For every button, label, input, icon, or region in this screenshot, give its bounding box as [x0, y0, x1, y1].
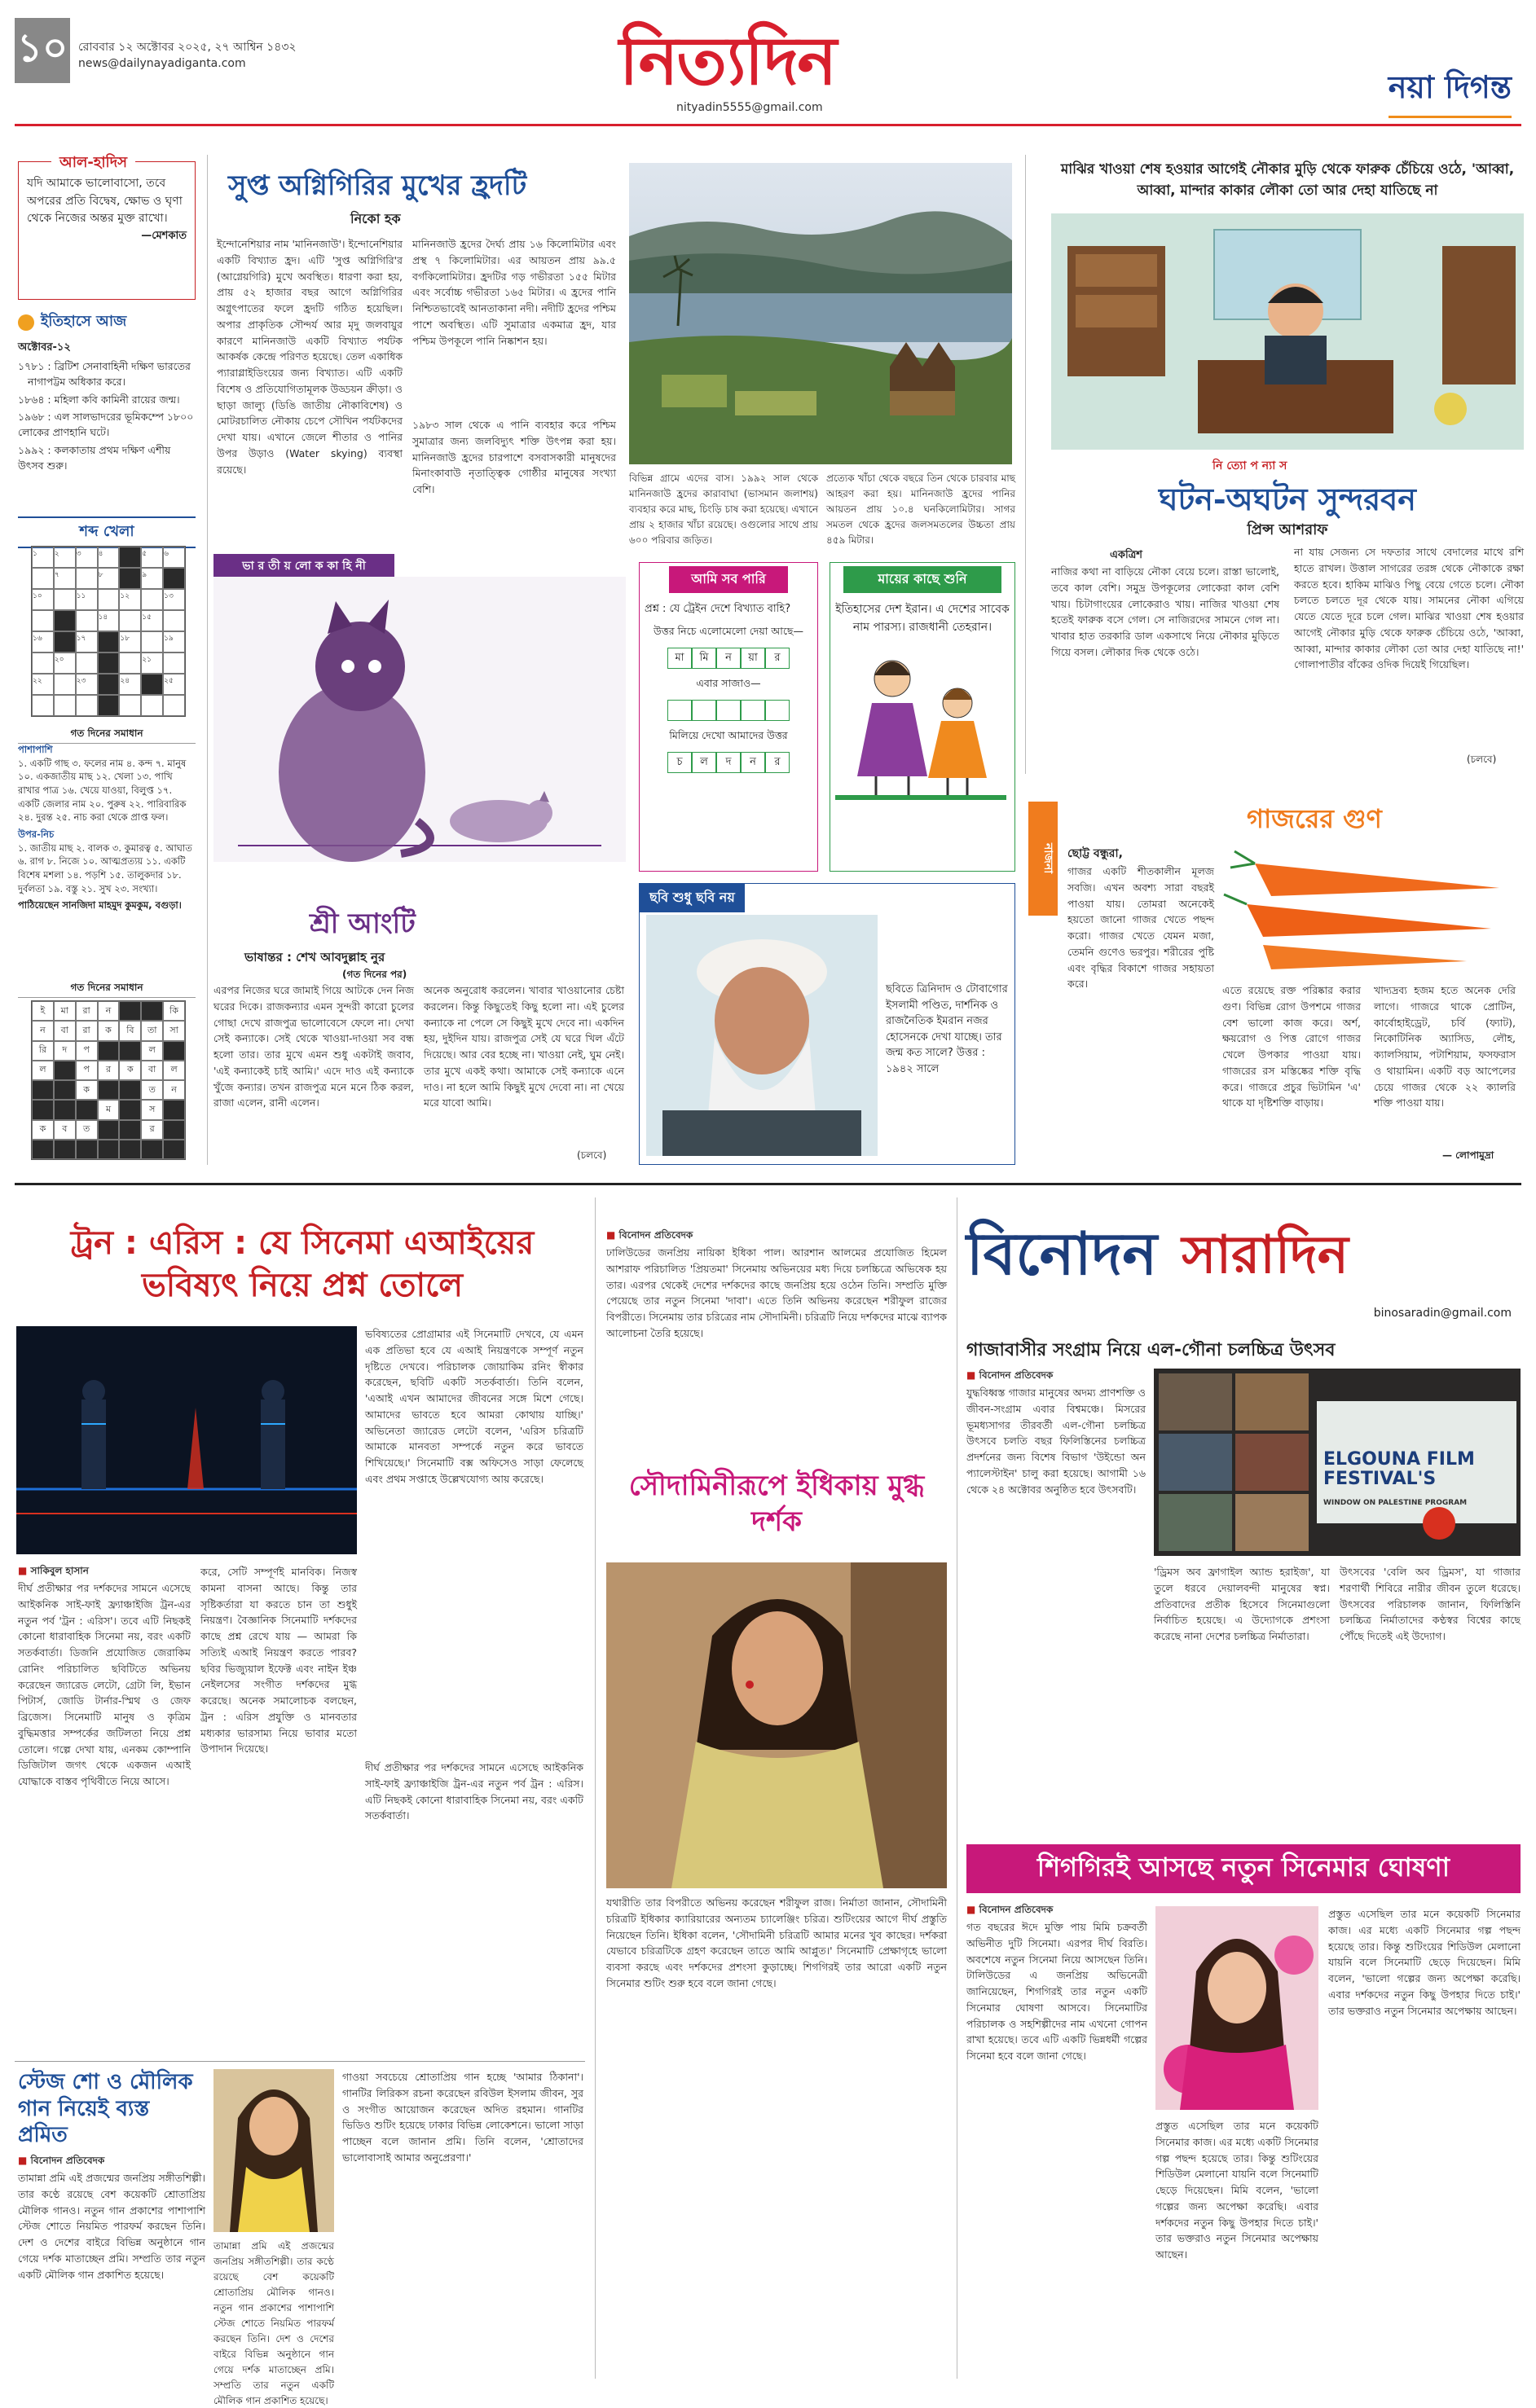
hadith-source: —মেশকাত: [141, 230, 187, 243]
crossword-cell[interactable]: [163, 695, 185, 716]
solution-cell: র: [141, 1120, 163, 1140]
mimi-photo: [1155, 1906, 1318, 2110]
volcano-lake-photo: [629, 163, 1012, 464]
column-divider: [595, 1197, 596, 2379]
elgouna-poster: [1154, 1369, 1521, 1556]
solution-cell: [163, 1100, 185, 1119]
solution-cell: [54, 1061, 76, 1080]
across-clues: ১. একটি গাছ ৩. ফলের নাম ৪. কন্দ ৭. মানুষ ১০. একজাতীয় মাছ ১২. খেলা ১৩. পাখি রাখার পাত্র ১৬. খেয়ে যাওয়া, বিলুপ্ত ১৭. একটি জেলার নাম ২০. পুরুষ ২২. পারিবারিক ২৪. দুরন্ত ২৫. নাচ করা থেকে প্রাপ্ত ফল।: [18, 757, 187, 824]
actress-mimi-portrait: [1155, 1906, 1318, 2110]
crossword-cell[interactable]: [76, 610, 98, 631]
crossword-cell[interactable]: [141, 674, 163, 695]
crossword-title: শব্দ খেলা: [18, 516, 196, 548]
solution-cell: ক: [32, 1120, 54, 1140]
crossword-cell[interactable]: ২৩: [76, 674, 98, 695]
announce-col1b: প্রস্তুত এসেছিল তার মনে কয়েকটি সিনেমার কাজ। এর মধ্যে একটি সিনেমার গল্প পছন্দ হয়েছে তার। কিন্তু শুটিংয়ের শিডিউল মেলানো যায়নি বলে সিনেমাটি ছেড়ে দিয়েছেন। মিমি বলেন, 'ভালো গল্পের জন্য অপেক্ষা করেছি। এবার দর্শকদের নতুন কিছু উপহার দিতে চাই।' তার ভক্তরাও নতুন সিনেমার অপেক্ষায় আছেন।: [1155, 2120, 1318, 2261]
solution-cell: র: [98, 1061, 120, 1080]
header-rule: [15, 124, 1521, 126]
solution-cell: [54, 1080, 76, 1100]
volcano-title: সুপ্ত অগ্নিগিরির মুখের হ্রদটি: [228, 169, 527, 202]
stage-byline: ■ বিনোদন প্রতিবেদক: [18, 2154, 104, 2170]
solution-cell: [76, 1100, 98, 1119]
binodon-masthead: [966, 1214, 1521, 1303]
volcano-col3: ১৯৮৩ সাল থেকে এ পানি ব্যবহার করে পশ্চিম সুমাত্রার জন্য জলবিদ্যুৎ শক্তি উৎপন্ন করা হয়। মানিনজাউ হ্রদের চারপাশে বসবাসকারী মানুষদের মিনাংকাবাউ নৃতাত্ত্বিক গোষ্ঠীর মানুষের সংখ্যা বেশি।: [412, 419, 616, 495]
girls-illustration: [835, 646, 1006, 801]
crossword-cell[interactable]: [32, 568, 54, 589]
solution-cell: [76, 1140, 98, 1159]
history-box: [18, 310, 196, 513]
carrots-image: [1222, 839, 1516, 978]
solution-cell: [98, 1140, 120, 1159]
section-title: নিত্যদিন: [619, 22, 836, 100]
novel-episode: একত্রিশ: [1110, 549, 1142, 561]
carrot-title: গাজরের গুণ: [1247, 803, 1382, 834]
folk-illustration: [213, 577, 626, 862]
solution-cell: প: [76, 1041, 98, 1061]
tron-title: ট্রন : এরিস : যে সিনেমা এআইয়ের ভবিষ্যৎ নিয়ে প্রশ্ন তোলে: [70, 1224, 535, 1304]
crossword-cell[interactable]: [119, 568, 141, 589]
crossword-cell[interactable]: [54, 610, 76, 631]
solution-cell: [141, 1140, 163, 1159]
crossword-cell[interactable]: [76, 568, 98, 589]
solution-cell: [98, 1120, 120, 1140]
solution-cell: [32, 1080, 54, 1100]
crossword-clues: [18, 743, 196, 912]
crossword-cell[interactable]: [163, 653, 185, 674]
quiz-letter: য়া: [741, 648, 765, 669]
solution-cell: মা: [54, 1001, 76, 1021]
quiz-letter: ন: [741, 752, 765, 773]
crossword-cell[interactable]: [54, 589, 76, 610]
prami-photo: [213, 2069, 334, 2232]
tron-col3b: দীর্ঘ প্রতীক্ষার পর দর্শকদের সামনে এসেছে আইকনিক সাই-ফাই ফ্র্যাঞ্চাইজি ট্রন-এর নতুন পর্ব ট্রন : এরিস। এটি নিছকই কোনো ধারাবাহিক সিনেমা নয়, বরং একটি সতর্কবার্তা।: [365, 1761, 583, 1822]
announce-col2: প্রস্তুত এসেছিল তার মনে কয়েকটি সিনেমার কাজ। এর মধ্যে একটি সিনেমার গল্প পছন্দ হয়েছে তার। কিন্তু শুটিংয়ের শিডিউল মেলানো যায়নি বলে সিনেমাটি ছেড়ে দিয়েছেন। মিমি বলেন, 'ভালো গল্পের জন্য অপেক্ষা করেছি। এবার দর্শকদের নতুন কিছু উপহার দিতে চাই।' তার ভক্তরাও নতুন সিনেমার অপেক্ষায় আছেন।: [1328, 1908, 1521, 2017]
tron-col2: করে, সেটি সম্পূর্ণই মানবিক। নিজস্ব কামনা বাসনা আছে। কিন্তু তার সৃষ্টিকর্তারা যা করতে চান তা শুধুই নিয়ন্ত্রণ। বৈজ্ঞানিক সিনেমাটি দর্শকদের কাছে প্রশ্ন রেখে যায় — আমরা কি সত্যিই এআই নিয়ন্ত্রণ করতে পারব? ছবির ভিজ্যুয়াল ইফেক্ট এবং নাইন ইঞ্চ নেইলসের সংগীত দর্শকদের মুগ্ধ করেছে। অনেক সমালোচক বলছেন, ট্রন : এরিস প্রযুক্তি ও মানবতার মধ্যকার ভারসাম্য নিয়ে ভাবার মতো উপাদান দিয়েছে।: [200, 1566, 357, 1755]
novel-col1: নাজির কথা না বাড়িয়ে নৌকা বেয়ে চলে। রাস্তা ভালোই, তবে কাল বেশি। সমুদ্র উপকূলের লোকেরা কাল বেশি খায়। চিটাগাংয়ের লোকেরাও খায়। নাজির খাওয়া শেষ হতেই ফারুক বসে গেল। সে নাজিরদের সামনে গেল না। খাবার হাত তরকারি ডাল একসাথে নিয়ে নৌকার মুড়িতে গিয়ে বসল। লৌকার দিক থেকে ওঠে।: [1051, 565, 1279, 658]
crossword-cell[interactable]: ২০: [54, 653, 76, 674]
singer-portrait: [213, 2069, 334, 2232]
quiz-letter-row: [645, 648, 812, 669]
history-title: ইতিহাসে আজ: [41, 313, 127, 330]
crossword-cell[interactable]: ১৫: [141, 610, 163, 631]
quiz-letter: র: [765, 648, 790, 669]
crossword-cell[interactable]: ১২: [119, 589, 141, 610]
crossword-credit: পাঠিয়েছেন সানজিদা মাহমুদ কুমকুম, বগুড়া।: [18, 899, 182, 912]
binodon-title-1: বিনোদন: [966, 1219, 1158, 1288]
folk-prev: (গত দিনের পর): [342, 969, 407, 980]
binodon-email[interactable]: binosaradin@gmail.com: [1373, 1307, 1512, 1320]
picture-text: ছবিতে ত্রিনিদাদ ও টোবাগোর ইসলামী পণ্ডিত, দার্শনিক ও রাজনৈতিক ইমরান নজর হোসেনকে দেখা যাচ্ছে। তার জন্ম কত সালে? উত্তর : ১৯৪২ সালে: [886, 983, 1008, 1075]
solution-cell: [119, 1080, 141, 1100]
crossword-cell[interactable]: [76, 653, 98, 674]
quiz-letter: র: [765, 752, 790, 773]
solution-cell: ই: [32, 1001, 54, 1021]
quiz-letter: ন: [716, 648, 741, 669]
carrot-author: — লোপামুদ্রা: [1442, 1149, 1494, 1161]
solution-cell: ব: [54, 1120, 76, 1140]
crossword-cell[interactable]: ১০: [32, 589, 54, 610]
tron-col3: ভবিষ্যতের প্রোগ্রামার এই সিনেমাটি দেখবে, যে এমন এক প্রতিভা হবে যে এআই নিয়ন্ত্রণকে সম্পূর্ণ নতুন দৃষ্টিতে দেখবে। পরিচালক জোয়াকিম রনিং স্বীকার করেছেন, ছবিটি একটি সতর্কবার্তা। তিনি বলেন, 'এআই এখন আমাদের জীবনের সঙ্গে মিশে গেছে। আমাদের ভাবতে হবে আমরা কোথায় যাচ্ছি।' অভিনেতা জ্যারেড লেটো বলেন, 'এরিস চরিত্রটি আমাকে মানবতা সম্পর্কে নতুন করে ভাবতে শিখিয়েছে।' সিনেমাটি বক্স অফিসেও সাড়া ফেলেছে এবং প্রথম সপ্তাহে উল্লেখযোগ্য আয় করেছে।: [365, 1328, 583, 1485]
solution-cell: সা: [163, 1021, 185, 1040]
volcano-col2: মানিনজাউ হ্রদের দৈর্ঘ্য প্রায় ১৬ কিলোমিটার এবং প্রস্থ ৭ কিলোমিটার। এর আয়তন প্রায় ৯৯.৫ বর্গকিলোমিটার। হ্রদটির গড় গভীরতা ১৫৫ মিটার এবং সর্বোচ্চ গভীরতা ১৬৫ মিটার। এ হ্রদের পানি নিশ্চিতভাবেই আনতাকানা নদী। নদীটি হ্রদের পশ্চিম পাশে অবস্থিত। এটি সুমাত্রার একমাত্র হ্রদ, যার পশ্চিম উপকূলে পানি নিষ্কাশন হয়।: [412, 238, 616, 347]
solution-cell: দ: [54, 1041, 76, 1061]
solution-cell: ক: [119, 1061, 141, 1080]
solution-cell: রা: [76, 1001, 98, 1021]
solution-cell: [98, 1080, 120, 1100]
rule: [15, 2061, 585, 2062]
crossword-cell[interactable]: ৬: [163, 547, 185, 568]
lake-illustration: [629, 163, 1012, 464]
novel-quote: মাঝির খাওয়া শেষ হওয়ার আগেই নৌকার মুড়ি থেকে ফারুক চেঁচিয়ে ওঠে, 'আব্বা, আব্বা, মান্দার কাকার লৌকা তো আর দেহা যাতিছে না: [1060, 161, 1515, 199]
folk-title: শ্রী আংটি: [310, 907, 416, 940]
elgouna-title: গাজাবাসীর সংগ্রাম নিয়ে এল-গৌনা চলচ্চিত্র উৎসব: [966, 1340, 1336, 1360]
column-divider: [207, 155, 208, 1165]
crossword-cell[interactable]: [119, 610, 141, 631]
folk-more: (চলবে): [577, 1149, 607, 1161]
solution-cell: [119, 1041, 141, 1061]
solution-cell: ন: [163, 1080, 185, 1100]
folk-col2: অনেক অনুরোধ করলেন। খাবার খাওয়ানোর চেষ্টা করলেন। কিন্তু কিছুতেই কিছু হলো না। এই চুলের কন্যাকে না পেলে সে কিছুই মুখে দেবে না। একদিন হয়, দুইদিন যায়। রাজপুত্র সেই যে ঘরে খিল এঁটে দিয়েছে। আর বের হচ্ছে না। খাওয়া নেই, ঘুম নেই। তার মুখে একই কথা। আমাকে সেই কন্যাকে এনে দাও। না হলে আমি কিছুই মুখে দেবো না। না খেয়ে মরে যাবো আমি।: [424, 984, 624, 1110]
mother-text: ইতিহাসের দেশ ইরান। এ দেশের সাবেক নাম পারস্য। রাজধানী তেহরান।: [835, 603, 1010, 634]
history-item: ১৯৬৮ : এল সালভাদরের ভূমিকম্পে ১৮০০ লোকের প্রাণহানি ঘটে।: [18, 411, 194, 438]
solution-cell: বা: [141, 1061, 163, 1080]
elgouna-byline: ■ বিনোদন প্রতিবেদক: [966, 1369, 1053, 1385]
tron-ares-still: [16, 1326, 357, 1554]
elgouna-poster-label: ELGOUNA FILM FESTIVAL'S: [1323, 1449, 1475, 1490]
hadith-text: যদি আমাকে ভালোবাসো, তবে অপরের প্রতি বিদ্বেষ, ক্ষোভ ও ঘৃণা থেকে নিজের অন্তর মুক্ত রাখো।: [27, 177, 183, 226]
history-item: ১৯৯২ : কলকাতায় প্রথম দক্ষিণ এশীয় উৎসব শুরু।: [18, 443, 171, 472]
carrot-photo: [1222, 839, 1516, 978]
tron-photo: [16, 1326, 357, 1554]
quiz-letter: ল: [692, 752, 716, 773]
quiz-hint1: উত্তর নিচে এলোমেলো দেয়া আছে—: [654, 625, 803, 637]
crossword-cell[interactable]: ১৭: [76, 631, 98, 653]
solution-cell: স: [141, 1100, 163, 1119]
solution-cell: [141, 1001, 163, 1021]
solution-cell: [32, 1100, 54, 1119]
idhika-photo: [606, 1562, 947, 1888]
section-rule: [15, 1183, 1521, 1185]
crossword-cell[interactable]: ৯: [141, 568, 163, 589]
crossword-cell[interactable]: ১৬: [32, 631, 54, 653]
announce-col1: গত বছরের ঈদে মুক্তি পায় মিমি চক্রবর্তী অভিনীত দুটি সিনেমা। এরপর দীর্ঘ বিরতি। অবশেষে নতুন সিনেমা নিয়ে আসছেন তিনি। টালিউডের এ জনপ্রিয় অভিনেত্রী জানিয়েছেন, শিগগিরই তার নতুন একটি সিনেমার ঘোষণা আসবে। সিনেমাটির পরিচালক ও সহশিল্পীদের নাম এখনো গোপন রাখা হয়েছে। তবে এটি একটি ভিন্নধর্মী গল্পের সিনেমা হবে বলে জানা গেছে।: [966, 1921, 1147, 2062]
down-clues: ১. জাতীয় মাছ ২. বালক ৩. কুমারত্ব ৫. আঘাত ৬. রাগ ৮. নিজে ১০. আত্মপ্রত্যয় ১১. একটি বিশেষ মশলা ১৪. পড়শি ১৫. তালুকদার ১৮. দুর্বলতা ১৯. বস্তু ২১. সুখ ২৩. সংখ্যা।: [18, 841, 192, 894]
quiz-title: আমি সব পারি: [669, 566, 788, 593]
solution-cell: কি: [163, 1001, 185, 1021]
crossword-grid[interactable]: [31, 546, 186, 717]
history-icon: [18, 314, 34, 331]
section-email[interactable]: nityadin5555@gmail.com: [676, 101, 823, 114]
volcano-col1: ইন্দোনেশিয়ার নাম 'মানিনজাউ'। ইন্দোনেশিয়ার একটি বিখ্যাত হ্রদ। এটি 'সুপ্ত অগ্নিগিরি'র (আগ্নেয়গিরি) মুখে অবস্থিত। ধারণা করা হয়, প্রায় ৫২ হাজার বছর আগে অগ্নিগিরির অগ্নুৎপাতের ফলে হ্রদটি গঠিত হয়েছিল। অপার প্রাকৃতিক সৌন্দর্য আর মৃদু জলবায়ুর কারণে মানিনজাউ একটি বিখ্যাত পর্যটক আকর্ষক কেন্দ্রে পরিণত হয়েছে। তেল একাধিক প্যারাগ্লাইডিংয়ের জন্য বিখ্যাত। এটি একটি বিশেষ ও প্রতিযোগিতামূলক উড্ডয়ন ক্রীড়া। ও ছাড়া জাল্যু (ডিঙি জাতীয় নৌকাবিশেষ) ও মোটরচালিত নৌকায় চেপে সৌখিন পর্যটকদের দেখা যায়। এখানে জেলে শীতার ও পানির উপর উড়াও (Water skying) ব্যবস্থা রয়েছে।: [217, 238, 403, 476]
solution-cell: [98, 1041, 120, 1061]
solution-cell: বা: [54, 1021, 76, 1040]
folk-col1: এরপর নিজের ঘরে জামাই গিয়ে আটকে দেন নিজ ঘরের দিকে। রাজকন্যার এমন সুন্দরী কারো চুলের গোছা দেখে রাজপুত্র ভালোবেসে ফেলে না। দেখা সেই কন্যাকে। সেই থেকে খাওয়া-দাওয়া সব বন্ধ হলো তার। তার মুখে এমন শুধু একটাই জবাব, 'এই কন্যাকেই চাই আমি।' এদে দাও এই কন্যাকে খুঁজে কন্যার। তখন রাজপুত্র মনে মনে ঠিক করল, রাজা এলেন, রানী এলেন।: [213, 984, 414, 1110]
carrot-col2: এতে রয়েছে রক্ত পরিষ্কার করার গুণ। বিভিন্ন রোগ উপশমে গাজর বেশ ভালো কাজ করে। অর্শ, ক্ষয়রোগ ও পিত্ত রোগে গাজর খেলে উপকার পাওয়া যায়। গাজরের রস মস্তিষ্কের শক্তি বৃদ্ধি করে। গাজরে প্রচুর ভিটামিন 'এ' থাকে যা দৃষ্টিশক্তি বাড়ায়।: [1222, 984, 1361, 1110]
quiz-answer-row[interactable]: [645, 700, 812, 721]
crossword-prev-solution-label: গত দিনের সমাধান: [18, 981, 196, 998]
elgouna-col2: 'ড্রিমস অব ফ্রাগাইল অ্যান্ড হরাইজ', যা তুলে ধরবে দেয়ালবন্দী মানুষের স্বপ্ন। প্রতিবাদের প্রতীক হিসেবে সিনেমাগুলো নির্বাচিত হয়েছে। এ উদ্যোগকে প্রশংসা করেছে নানা দেশের চলচ্চিত্র নির্মাতারা।: [1154, 1566, 1330, 1642]
crossword-solution-label: গত দিনের সমাধান: [18, 727, 196, 744]
newspaper-logo: নয়া দিগন্ত: [1389, 64, 1512, 118]
solution-cell: [163, 1041, 185, 1061]
quiz-box: [639, 562, 818, 872]
solution-cell: [119, 1120, 141, 1140]
crossword-cell[interactable]: ১: [32, 547, 54, 568]
solution-cell: ত: [76, 1120, 98, 1140]
idhika-bottom: যথারীতি তার বিপরীতে অভিনয় করেছেন শরীফুল রাজ। নির্মাতা জানান, সৌদামিনী চরিত্রটি ইধিকার ক্যারিয়ারের অন্যতম চ্যালেঞ্জিং চরিত্র। শুটিংয়ের আগে দীর্ঘ প্রস্তুতি নিয়েছেন তিনি। ইধিকা বলেন, 'সৌদামিনী চরিত্রটি আমার মনের খুব কাছের। দর্শকরা যেভাবে চরিত্রটিকে গ্রহণ করেছেন তাতে আমি আপ্লুত।' সিনেমাটি প্রেক্ষাগৃহে ভালো ব্যবসা করছে এবং দর্শকদের প্রশংসা কুড়াচ্ছে। শিগগিরই তার আরো একটি নতুন সিনেমার শুটিং শুরু হবে বলে জানা গেছে।: [606, 1896, 947, 1989]
carrot-col1: গাজর একটি শীতকালীন মূলজ সবজি। এখন অবশ্য সারা বছরই পাওয়া যায়। তোমরা অনেকেই হয়তো জানো গাজর খেতে পছন্দ করো। গাজর খেতে যেমন মজা, তেমনি গুণেও ভরপুর। শরীরের পুষ্টি এবং বৃদ্ধির বিকাশে গাজর সহায়তা করে।: [1067, 865, 1214, 991]
actress-portrait: [606, 1562, 947, 1888]
volcano-author: নিকো হক: [350, 211, 401, 226]
idhika-title: সৌদামিনীরূপে ইধিকায় মুগ্ধ দর্শক: [628, 1470, 925, 1539]
crossword-cell[interactable]: [163, 610, 185, 631]
solution-cell: ল: [141, 1041, 163, 1061]
quiz-hint3: মিলিয়ে দেখো আমাদের উত্তর: [669, 729, 788, 741]
crossword-cell[interactable]: [32, 610, 54, 631]
crossword-cell[interactable]: ১৯: [163, 631, 185, 653]
quiz-question: প্রশ্ন : যে ট্রেইন দেশে বিখ্যাত বাহি?: [645, 603, 791, 615]
crossword-cell[interactable]: [98, 695, 120, 716]
hadith-title: আল-হাদিস: [51, 151, 135, 176]
solution-cell: ক: [76, 1080, 98, 1100]
crossword-cell[interactable]: ৪: [98, 547, 120, 568]
solution-cell: [163, 1120, 185, 1140]
crossword-cell[interactable]: [141, 695, 163, 716]
announce-byline: ■ বিনোদন প্রতিবেদক: [966, 1903, 1053, 1919]
crossword-cell[interactable]: ৩: [76, 547, 98, 568]
binodon-title-2: সারাদিন: [1182, 1224, 1349, 1285]
page-number-box: ১০: [15, 18, 70, 83]
solution-cell: ন: [32, 1021, 54, 1040]
novel-title: ঘটন-অঘটন সুন্দরবন: [1159, 481, 1416, 517]
solution-cell: [32, 1140, 54, 1159]
crossword-cell[interactable]: [32, 695, 54, 716]
volcano-caption-1: বিভিন্ন গ্রামে এদের বাস। ১৯৯২ সাল থেকে মানিনজাউ হ্রদের কারাবাঘা (ভাসমান জলাশয়) ব্যবহার করে মাছ, চিংড়ি চাষ করা হয়েছে। এখানে প্রায় ২ হাজার খাঁচা রয়েছে। ওগুলোর সাথে প্রায় ৬০০ পরিবার জড়িত।: [629, 472, 818, 546]
crossword-cell[interactable]: [119, 653, 141, 674]
novel-illustration: [1051, 213, 1524, 450]
crossword-cell[interactable]: [54, 674, 76, 695]
crossword-cell[interactable]: ২৫: [163, 674, 185, 695]
quiz-letter: দ: [716, 752, 741, 773]
quiz-solution-row: [645, 752, 812, 773]
crossword-cell[interactable]: ২: [54, 547, 76, 568]
picture-title: ছবি শুধু ছবি নয়: [640, 884, 745, 912]
crossword-cell[interactable]: [141, 589, 163, 610]
carrot-col3: খাদ্যদ্রব্য হজম হতে অনেক দেরি লাগে। গাজরে থাকে প্রোটিন, কার্বোহাইড্রেট, চর্বি (ফ্যাট), নিকোটিনিক অ্যাসিড, লৌহ, ক্যালসিয়াম, পটাশিয়াম, ফসফরাস ও থায়ামিন। একটি বড় আপেলের চেয়ে গাজর থেকে ২২ ক্যালরি শক্তি পাওয়া যায়।: [1374, 984, 1516, 1110]
solution-cell: [54, 1140, 76, 1159]
solution-cell: [119, 1001, 141, 1021]
crossword-cell[interactable]: ১১: [76, 589, 98, 610]
crossword-cell[interactable]: ২২: [32, 674, 54, 695]
crossword-cell[interactable]: [98, 589, 120, 610]
down-title: উপর-নিচ: [18, 828, 55, 841]
stage-title: স্টেজ শো ও মৌলিক গান নিয়েই ব্যস্ত প্রমিত: [18, 2070, 193, 2147]
crossword-cell[interactable]: [76, 695, 98, 716]
crossword-cell[interactable]: ১৪: [98, 610, 120, 631]
mother-box: [830, 562, 1015, 872]
header-date: রোববার ১২ অক্টোবর ২০২৫, ২৭ আশ্বিন ১৪৩২: [78, 41, 297, 54]
picture-box: [639, 883, 1015, 1165]
history-date: অক্টোবর-১২: [18, 341, 71, 354]
hadith-box: [18, 154, 196, 300]
novel-col2: না যায় সেজন্য সে দফতার সাথে বেদালের মাথে রশি হাতে রাখল। উত্তাল সাগরের তরঙ্গ থেকে নৌকাকে রক্ষা করতে হবে। হাকিম মাঝিও পিছু বেয়ে গেতে চলে। নৌকা চলতে চলতে দূর থেকে যায়। সামনের নৌকা এগিয়ে যেতে যেতে দূরে চলে গেল। মাঝির খাওয়া শেষ হওয়ার আগেই নৌকার মুড়ি থেকে ফারুক চেঁচিয়ে ওঠে, 'আব্বা, আব্বা, মান্দার কাকার লৌকা তো আর দেহা যাতিছে না!' গোলাপাতীর বাঁকের ওদিক দিয়েই গিয়েছিল।: [1294, 546, 1524, 671]
solution-cell: রা: [76, 1021, 98, 1040]
idhika-top: ঢালিউডের জনপ্রিয় নায়িকা ইধিকা পাল। আরশান আলমের প্রযোজিত হিমেল আশরাফ পরিচালিত 'প্রিয়তমা' সিনেমায় অভিনয়ের মধ্য দিয়ে চলচ্চিত্রে অভিষেক হয় তার। এরপর থেকেই দেশের দর্শকদের কাছে জনপ্রিয় হয়ে ওঠেন তিনি। সম্প্রতি মুক্তি পেয়েছে তার নতুন সিনেমা 'দাবা'। এতে তিনি অভিনয় করেছেন শরীফুল রাজের বিপরীতে। সিনেমায় তার চরিত্রের নাম সৌদামিনী। চরিত্রটি নিয়ে দর্শকদের মাঝে ব্যাপক আলোচনা তৈরি হয়েছে।: [606, 1246, 947, 1339]
folk-translator: ভাষান্তর : শেখ আবদুল্লাহ নুর: [244, 950, 385, 965]
crossword-solution-grid: [31, 1000, 186, 1160]
elgouna-poster-sub: WINDOW ON PALESTINE PROGRAM: [1323, 1499, 1468, 1507]
elgouna-col3: উৎসবের 'বেলি অব ড্রিমস', যা গাজার শরণার্থী শিবিরে নারীর জীবন তুলে ধরেছে। উৎসবের পরিচালক জানান, ফিলিস্তিনি চলচ্চিত্র নির্মাতাদের কণ্ঠস্বর বিশ্বের কাছে পৌঁছে দিতেই এই উদ্যোগ।: [1340, 1566, 1521, 1642]
solution-cell: রি: [32, 1041, 54, 1061]
solution-cell: প: [76, 1061, 98, 1080]
folk-label: ভা র তী য় লো ক কা হি নী: [213, 554, 394, 578]
solution-cell: ত: [141, 1080, 163, 1100]
novel-label: নি ত্যো প ন্যা স: [1206, 456, 1293, 476]
crossword-cell[interactable]: [98, 631, 120, 653]
solution-cell: বি: [119, 1021, 141, 1040]
crossword-cell[interactable]: ২৪: [119, 674, 141, 695]
crossword-cell[interactable]: [141, 631, 163, 653]
crossword-cell[interactable]: [54, 631, 76, 653]
solution-cell: [163, 1140, 185, 1159]
across-title: পাশাপাশি: [18, 744, 53, 755]
solution-cell: [54, 1100, 76, 1119]
crossword-cell[interactable]: ৭: [54, 568, 76, 589]
crossword-cell[interactable]: [163, 568, 185, 589]
solution-cell: ল: [163, 1061, 185, 1080]
carrot-greeting: ছোট্ট বন্ধুরা,: [1067, 847, 1123, 860]
crossword-cell[interactable]: ১৩: [163, 589, 185, 610]
crossword-cell[interactable]: [119, 695, 141, 716]
column-divider: [1025, 155, 1026, 774]
stage-col1: তামান্না প্রমি এই প্রজন্মের জনপ্রিয় সঙ্গীতশিল্পী। তার কণ্ঠে রয়েছে বেশ কয়েকটি শ্রোতাপ্রিয় মৌলিক গানও। নতুন গান প্রকাশের পাশাপাশি স্টেজ শোতে নিয়মিত পারফর্ম করছেন তিনি। দেশ ও দেশের বাইরে বিভিন্ন অনুষ্ঠানে গান গেয়ে দর্শক মাতাচ্ছেন প্রমি। সম্প্রতি তার নতুন একটি মৌলিক গান প্রকাশিত হয়েছে।: [18, 2172, 205, 2281]
crossword-cell[interactable]: ৫: [141, 547, 163, 568]
novel-author: প্রিন্স আশরাফ: [1247, 521, 1328, 538]
idhika-byline: ■ বিনোদন প্রতিবেদক: [606, 1228, 693, 1245]
crossword-cell[interactable]: [119, 547, 141, 568]
tron-col1: দীর্ঘ প্রতীক্ষার পর দর্শকদের সামনে এসেছে আইকনিক সাই-ফাই ফ্র্যাঞ্চাইজি ট্রন-এর নতুন পর্ব 'ট্রন : এরিস'। তবে এটি নিছকই কোনো ধারাবাহিক সিনেমা নয়, বরং একটি সতর্কবার্তা। ডিজনি প্রযোজিত জেরাকিম রোনিং পরিচালিত ছবিটিতে অভিনয় করেছেন জ্যারেড লেটো, গ্রেটা লি, ইভান পিটার্স, জোডি টার্নার-স্মিথ ও জেফ ব্রিজেস। সিনেমাটি মানুষ ও কৃত্রিম বুদ্ধিমত্তার সম্পর্কের জটিলতা নিয়ে প্রশ্ন তোলে। গল্পে দেখা যায়, এনকম কোম্পানি ডিজিটাল জগৎ থেকে একজন এআই যোদ্ধাকে বাস্তব পৃথিবীতে নিয়ে আসে।: [18, 1582, 191, 1787]
history-item: ১৮৬৪ : মহিলা কবি কামিনী রায়ের জন্ম।: [18, 393, 180, 406]
elgouna-col1: যুদ্ধবিধ্বস্ত গাজার মানুষের অদম্য প্রাণশক্তি ও জীবন-সংগ্রাম এবার বিশ্বমঞ্চে। মিসরের ভূমধ্যসাগর তীরবর্তী এল-গৌনা চলচ্চিত্র উৎসবে চলতি বছর ফিলিস্তিনের চলচ্চিত্র প্রদর্শনের জন্য বিশেষ বিভাগ 'উইন্ডো অন প্যালেস্টাইন' চালু করা হয়েছে। আগামী ১৬ থেকে ২৪ অক্টোবর অনুষ্ঠিত হবে উৎসবটি।: [966, 1386, 1146, 1496]
mother-title: মায়ের কাছে শুনি: [843, 566, 1001, 593]
quiz-letter: মা: [667, 648, 692, 669]
crossword-cell[interactable]: [98, 674, 120, 695]
office-cartoon: [1051, 213, 1524, 450]
solution-cell: ন: [98, 1001, 120, 1021]
stage-col1b: তামান্না প্রমি এই প্রজন্মের জনপ্রিয় সঙ্গীতশিল্পী। তার কণ্ঠে রয়েছে বেশ কয়েকটি শ্রোতাপ্রিয় মৌলিক গানও। নতুন গান প্রকাশের পাশাপাশি স্টেজ শোতে নিয়মিত পারফর্ম করছেন তিনি। দেশ ও দেশের বাইরে বিভিন্ন অনুষ্ঠানে গান গেয়ে দর্শক মাতাচ্ছেন প্রমি। সম্প্রতি তার নতুন একটি মৌলিক গান প্রকাশিত হয়েছে।: [213, 2240, 334, 2406]
announce-title: শিগগিরই আসছে নতুন সিনেমার ঘোষণা: [966, 1844, 1521, 1893]
crossword-cell[interactable]: ১৮: [119, 631, 141, 653]
stage-col2: গাওয়া সবচেয়ে শ্রোতাপ্রিয় গান হচ্ছে 'আমার ঠিকানা'। গানটির লিরিকস রচনা করেছেন রবিউল ইসলাম জীবন, সুর ও সংগীত আয়োজন করেছেন অদিত রহমান। গানটির ভিডিও শুটিং হয়েছে ঢাকার বিভিন্ন লোকেশনে। ভালো সাড়া পাচ্ছেন বলে জানান প্রমি। তিনি বলেন, 'শ্রোতাদের ভালোবাসাই আমার অনুপ্রেরণা।': [342, 2071, 583, 2164]
novel-more: (চলবে): [1467, 754, 1497, 765]
volcano-caption-2: প্রত্যেক খাঁচা থেকে বছরে তিন থেকে চারবার মাছ আহরণ করা হয়। মানিনজাউ হ্রদের পানির আয়তন প্রায় ১০.৪ ঘনকিলোমিটার। সাগর সমতল থেকে হ্রদের জলসমতলের উচ্চতা প্রায় ৪৫৯ মিটার।: [826, 472, 1015, 546]
solution-cell: ম: [98, 1100, 120, 1119]
quiz-letter: চ: [667, 752, 692, 773]
crossword-cell[interactable]: [32, 653, 54, 674]
solution-cell: তা: [141, 1021, 163, 1040]
quiz-letter: মি: [692, 648, 716, 669]
solution-cell: ল: [32, 1061, 54, 1080]
header-site[interactable]: news@dailynayadiganta.com: [78, 57, 246, 70]
tron-byline: ■ সাকিবুল হাসান: [18, 1564, 89, 1580]
solution-cell: [119, 1100, 141, 1119]
solution-cell: ক: [98, 1021, 120, 1040]
crossword-cell[interactable]: [54, 695, 76, 716]
carrot-vertical-label: নাজনা: [1028, 802, 1058, 916]
crossword-cell[interactable]: [98, 653, 120, 674]
crossword-cell[interactable]: ২১: [141, 653, 163, 674]
crossword-cell[interactable]: ৮: [98, 568, 120, 589]
quiz-hint2: এবার সাজাও—: [696, 677, 761, 689]
history-item: ১৭৮১ : ব্রিটিশ সেনাবাহিনী দক্ষিণ ভারতের নাগাপট্টম অধিকার করে।: [18, 360, 191, 388]
solution-cell: [119, 1140, 141, 1159]
scholar-portrait: [646, 915, 878, 1156]
scholar-photo: [646, 915, 878, 1156]
cat-and-mouse-drawing: [213, 577, 626, 862]
